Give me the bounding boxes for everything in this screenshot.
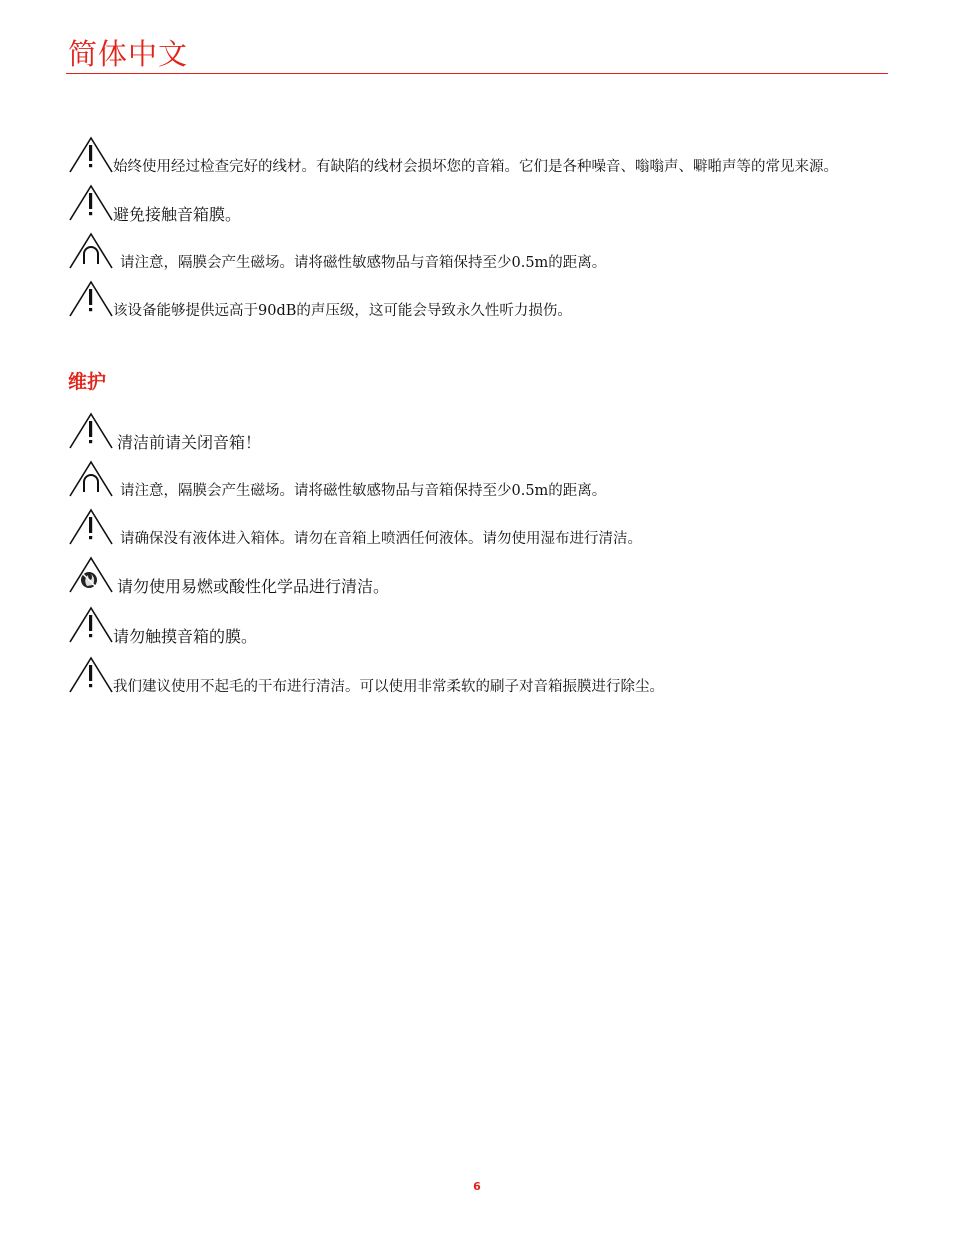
item-text: 请注意，隔膜会产生磁场。请将磁性敏感物品与音箱保持至少0.5m的距离。 — [120, 255, 607, 271]
item-text: 始终使用经过检查完好的线材。有缺陷的线材会损坏您的音箱。它们是各种噪音、嗡嗡声、噼啪声等的常见来源。 — [113, 159, 838, 175]
item-text: 避免接触音箱膜。 — [113, 205, 242, 224]
page-number: 6 — [473, 1180, 481, 1193]
magnetic-field-warning-icon — [68, 232, 114, 272]
warning-exclamation-icon — [68, 280, 114, 320]
warning-exclamation-icon — [68, 184, 114, 224]
item-text: 请勿使用易燃或酸性化学品进行清洁。 — [117, 577, 390, 596]
header-divider — [66, 73, 888, 74]
warning-exclamation-icon — [68, 136, 114, 176]
warning-exclamation-icon — [68, 606, 114, 646]
warning-exclamation-icon — [68, 508, 114, 548]
item-text: 请确保没有液体进入箱体。请勿在音箱上喷洒任何液体。请勿使用湿布进行清洁。 — [120, 531, 642, 547]
header-title: 简体中文 — [68, 37, 189, 71]
warning-exclamation-icon — [68, 656, 114, 696]
section-heading-maintenance: 维护 — [68, 371, 107, 393]
item-text: 该设备能够提供远高于90dB的声压级，这可能会导致永久性听力损伤。 — [113, 303, 572, 319]
item-text: 请注意，隔膜会产生磁场。请将磁性敏感物品与音箱保持至少0.5m的距离。 — [120, 483, 607, 499]
warning-exclamation-icon — [68, 412, 114, 452]
item-text: 我们建议使用不起毛的干布进行清洁。可以使用非常柔软的刷子对音箱振膜进行除尘。 — [113, 679, 664, 695]
no-flammable-chemicals-icon — [68, 556, 114, 596]
item-text: 清洁前请关闭音箱！ — [117, 433, 262, 452]
item-text: 请勿触摸音箱的膜。 — [113, 627, 258, 646]
magnetic-field-warning-icon — [68, 460, 114, 500]
